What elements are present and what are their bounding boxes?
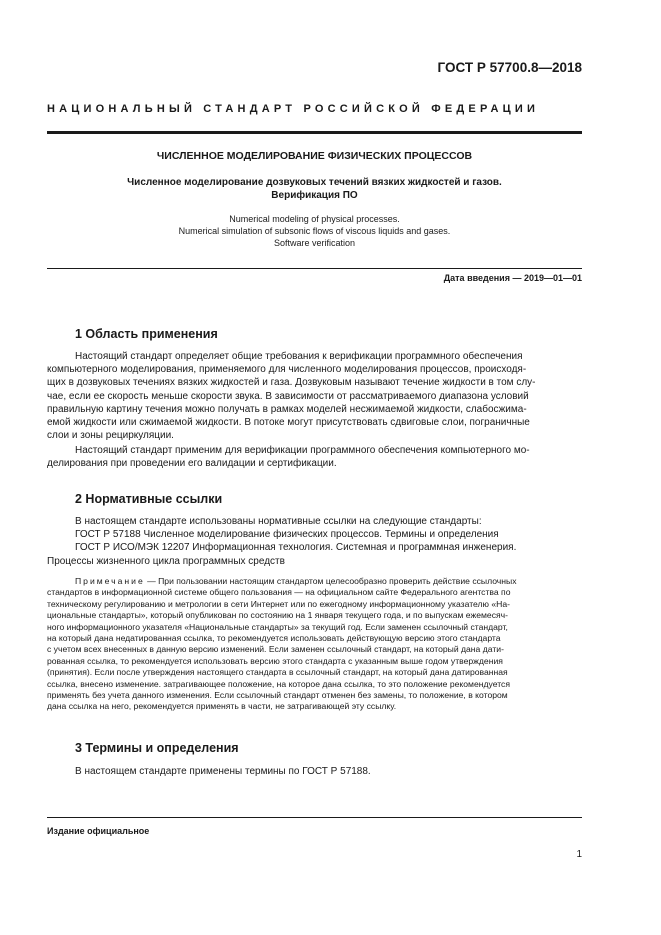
section-3-heading: 3 Термины и определения: [75, 741, 239, 755]
english-title-line: Software verification: [273, 238, 356, 248]
text-line: чае, если ее скорость меньше скорости звука. В зависимости от рассматриваемого диапазона условий: [47, 390, 529, 402]
section-1-heading: 1 Область применения: [75, 327, 218, 341]
text-line: делирования при проведении его валидации и сертификации.: [47, 458, 337, 470]
footer-rule: [47, 817, 582, 818]
text-line: компьютерного моделирования, применяемого для численного моделирования процессов, происходя-: [47, 364, 527, 376]
section-2-note: [47, 576, 582, 713]
text-line: на который дана недатированная ссылка, то рекомендуется использовать действующую версию этого стандарта: [47, 633, 501, 644]
text-line: ссылка, внесено изменение. затрагивающее положение, на которое дана ссылка, то это положение рекомендуется: [47, 678, 510, 689]
normative-reference-continuation: Процессы жизненного цикла программных средств: [47, 555, 285, 567]
text-line: техническому регулированию и метрологии в сети Интернет или по ежегодному информационному указателю «На-: [47, 598, 511, 609]
text-line: с учетом всех внесенных в данную версию изменений. Если заменен ссылочный стандарт, на который дана дати-: [47, 644, 504, 655]
text-line: Настоящий стандарт применим для верификации программного обеспечения компьютерного мо-: [75, 445, 530, 456]
note-label: Примечание: [75, 576, 145, 586]
document-page: [47, 0, 582, 935]
introduction-date: Дата введения — 2019—01—01: [443, 273, 582, 283]
english-title-line: Numerical simulation of subsonic flows of viscous liquids and gases.: [178, 226, 451, 236]
header-rule: [47, 131, 582, 134]
english-title-line: Numerical modeling of physical processes.: [229, 214, 400, 224]
document-subtitle: [47, 176, 582, 202]
text-line: циональные стандарты», который опубликован по состоянию на 1 января текущего года, и по выпускам ежемесяч-: [47, 610, 508, 621]
text-line: правильную картину течения можно получать в рамках моделей несжимаемой жидкости, слабосжима-: [47, 403, 527, 415]
official-edition-label: Издание официальное: [47, 826, 150, 836]
text-line: емой жидкости или сжимаемой жидкости. В потоке могут присутствовать сдвиговые слои, пограничные: [47, 417, 530, 429]
text-line: — При пользовании настоящим стандартом целесообразно проверить действие ссылочных: [144, 576, 517, 586]
text-line: щих в дозвуковых течениях вязких жидкостей и газа. Дозвуковым называют течение жидкости в том слу-: [47, 377, 536, 389]
text-line: В настоящем стандарте применены термины по ГОСТ Р 57188.: [75, 766, 371, 777]
standard-code: ГОСТ Р 57700.8—2018: [437, 60, 582, 75]
text-line: стандартов в информационной системе общего пользования — на официальном сайте Федерального агентства по: [47, 587, 511, 598]
section-1-paragraph-2: [47, 444, 582, 470]
text-line: рованная ссылка, то рекомендуется использовать версию этого стандарта с указанным выше годом утверждения: [47, 655, 503, 666]
date-rule: [47, 268, 582, 269]
text-line: ного информационного указателя «Национальные стандарты» за текущий год. Если заменен ссылочный стандарт,: [47, 621, 508, 632]
section-3-paragraph: [47, 765, 582, 778]
text-line: Настоящий стандарт определяет общие требования к верификации программного обеспечения: [75, 351, 523, 362]
page-number: 1: [576, 849, 582, 860]
normative-reference: ГОСТ Р 57188 Численное моделирование физических процессов. Термины и определения: [75, 529, 499, 541]
note-first-line: [47, 576, 582, 587]
text-line: В настоящем стандарте использованы нормативные ссылки на следующие стандарты:: [75, 516, 482, 527]
text-line: дана ссылка на него, рекомендуется применять в части, не затрагивающей эту ссылку.: [47, 701, 397, 712]
text-line: слои и зоны рециркуляции.: [47, 430, 174, 442]
national-standard-banner: НАЦИОНАЛЬНЫЙ СТАНДАРТ РОССИЙСКОЙ ФЕДЕРАЦИИ: [47, 103, 540, 115]
text-line: применять без учета данного изменения. Если ссылочный стандарт отменен без замены, то положение, в котором: [47, 690, 508, 701]
subtitle-line: Численное моделирование дозвуковых течений вязких жидкостей и газов.: [127, 177, 502, 188]
normative-reference: ГОСТ Р ИСО/МЭК 12207 Информационная технология. Системная и программная инженерия.: [75, 542, 517, 554]
document-title: ЧИСЛЕННОЕ МОДЕЛИРОВАНИЕ ФИЗИЧЕСКИХ ПРОЦЕССОВ: [156, 150, 473, 162]
section-1-paragraph-1: [47, 350, 582, 442]
subtitle-line: Верификация ПО: [271, 190, 358, 201]
section-2-heading: 2 Нормативные ссылки: [75, 492, 223, 506]
english-title: [47, 213, 582, 249]
text-line: (принятия). Если после утверждения настоящего стандарта в ссылочный стандарт, на который дана датированная: [47, 667, 508, 678]
section-2-references: [47, 515, 582, 568]
